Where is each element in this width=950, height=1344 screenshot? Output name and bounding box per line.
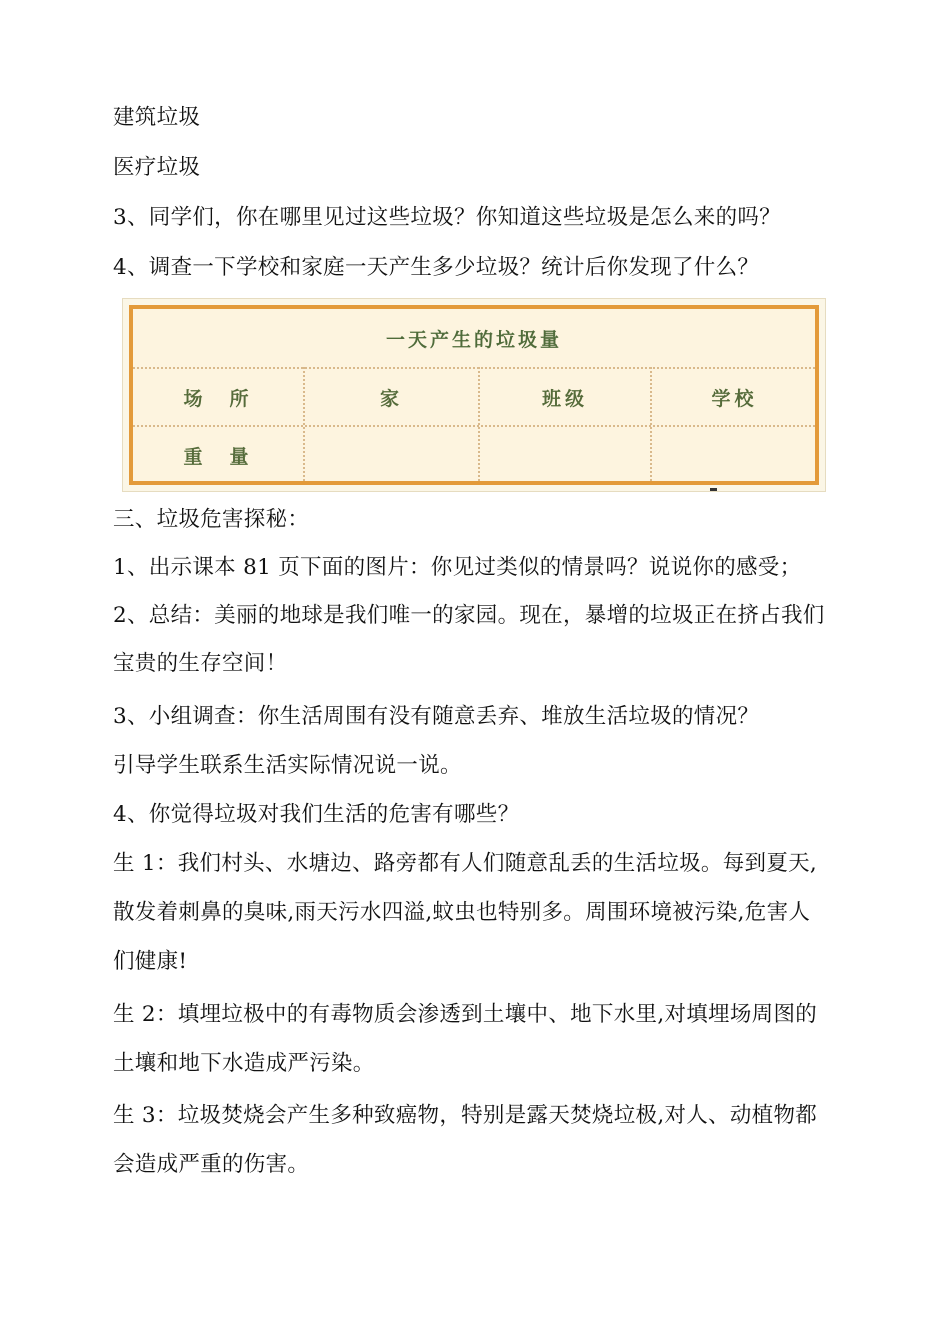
table-title: 一天产生的垃圾量 (385, 329, 562, 351)
table-header-class: 班级 (541, 388, 588, 410)
garbage-survey-table-figure (122, 298, 826, 492)
text-line-student-1-end: 们健康! (113, 949, 188, 974)
text-line-item-2-cont: 宝贵的生存空间！ (113, 651, 288, 676)
text-line-guide: 引导学生联系生活实际情况说一说。 (113, 753, 462, 778)
text-line-item-3: 3、小组调查：你生活周围有没有随意丢弃、堆放生活垃圾的情况？ (113, 704, 760, 729)
text-line-construction-waste: 建筑垃圾 (113, 105, 201, 130)
text-line-student-1-cont: 散发着刺鼻的臭味,雨天污水四溢,蚊虫也特别多。周围环境被污染,危害人 (113, 900, 811, 925)
text-line-student-2: 生 2：填埋垃极中的有毒物质会渗透到土壤中、地下水里,对填埋场周图的 (113, 1002, 818, 1027)
table-row-divider (133, 425, 815, 427)
table-frame (129, 305, 819, 485)
table-header-school: 学校 (711, 388, 758, 410)
text-line-question-4: 4、调查一下学校和家庭一天产生多少垃圾？统计后你发现了什么？ (113, 255, 760, 280)
text-line-student-1: 生 1：我们村头、水塘边、路旁都有人们随意乱丢的生活垃圾。每到夏天, (113, 851, 818, 876)
text-line-item-4: 4、你觉得垃圾对我们生活的危害有哪些？ (113, 802, 520, 827)
text-line-student-3: 生 3：垃圾焚烧会产生多种致癌物，特别是露天焚烧垃极,对人、动植物都 (113, 1103, 818, 1128)
table-header-place: 场 所 (183, 388, 253, 410)
section-title-hazards: 三、垃圾危害探秘： (113, 507, 310, 532)
scan-artifact (710, 488, 717, 491)
text-line-item-2: 2、总结：美丽的地球是我们唯一的家园。现在，暴增的垃圾正在挤占我们 (113, 603, 825, 628)
table-header-home: 家 (379, 388, 403, 410)
text-line-item-1: 1、出示课本 81 页下面的图片：你见过类似的情景吗？说说你的感受； (113, 555, 802, 580)
text-line-student-3-cont: 会造成严重的伤害。 (113, 1152, 310, 1177)
table-row-label-weight: 重 量 (183, 446, 253, 468)
text-line-question-3: 3、同学们，你在哪里见过这些垃圾？你知道这些垃圾是怎么来的吗？ (113, 205, 781, 230)
text-line-medical-waste: 医疗垃圾 (113, 155, 201, 180)
text-line-student-2-cont: 土壤和地下水造成严污染。 (113, 1051, 375, 1076)
table-row-divider (133, 367, 815, 369)
